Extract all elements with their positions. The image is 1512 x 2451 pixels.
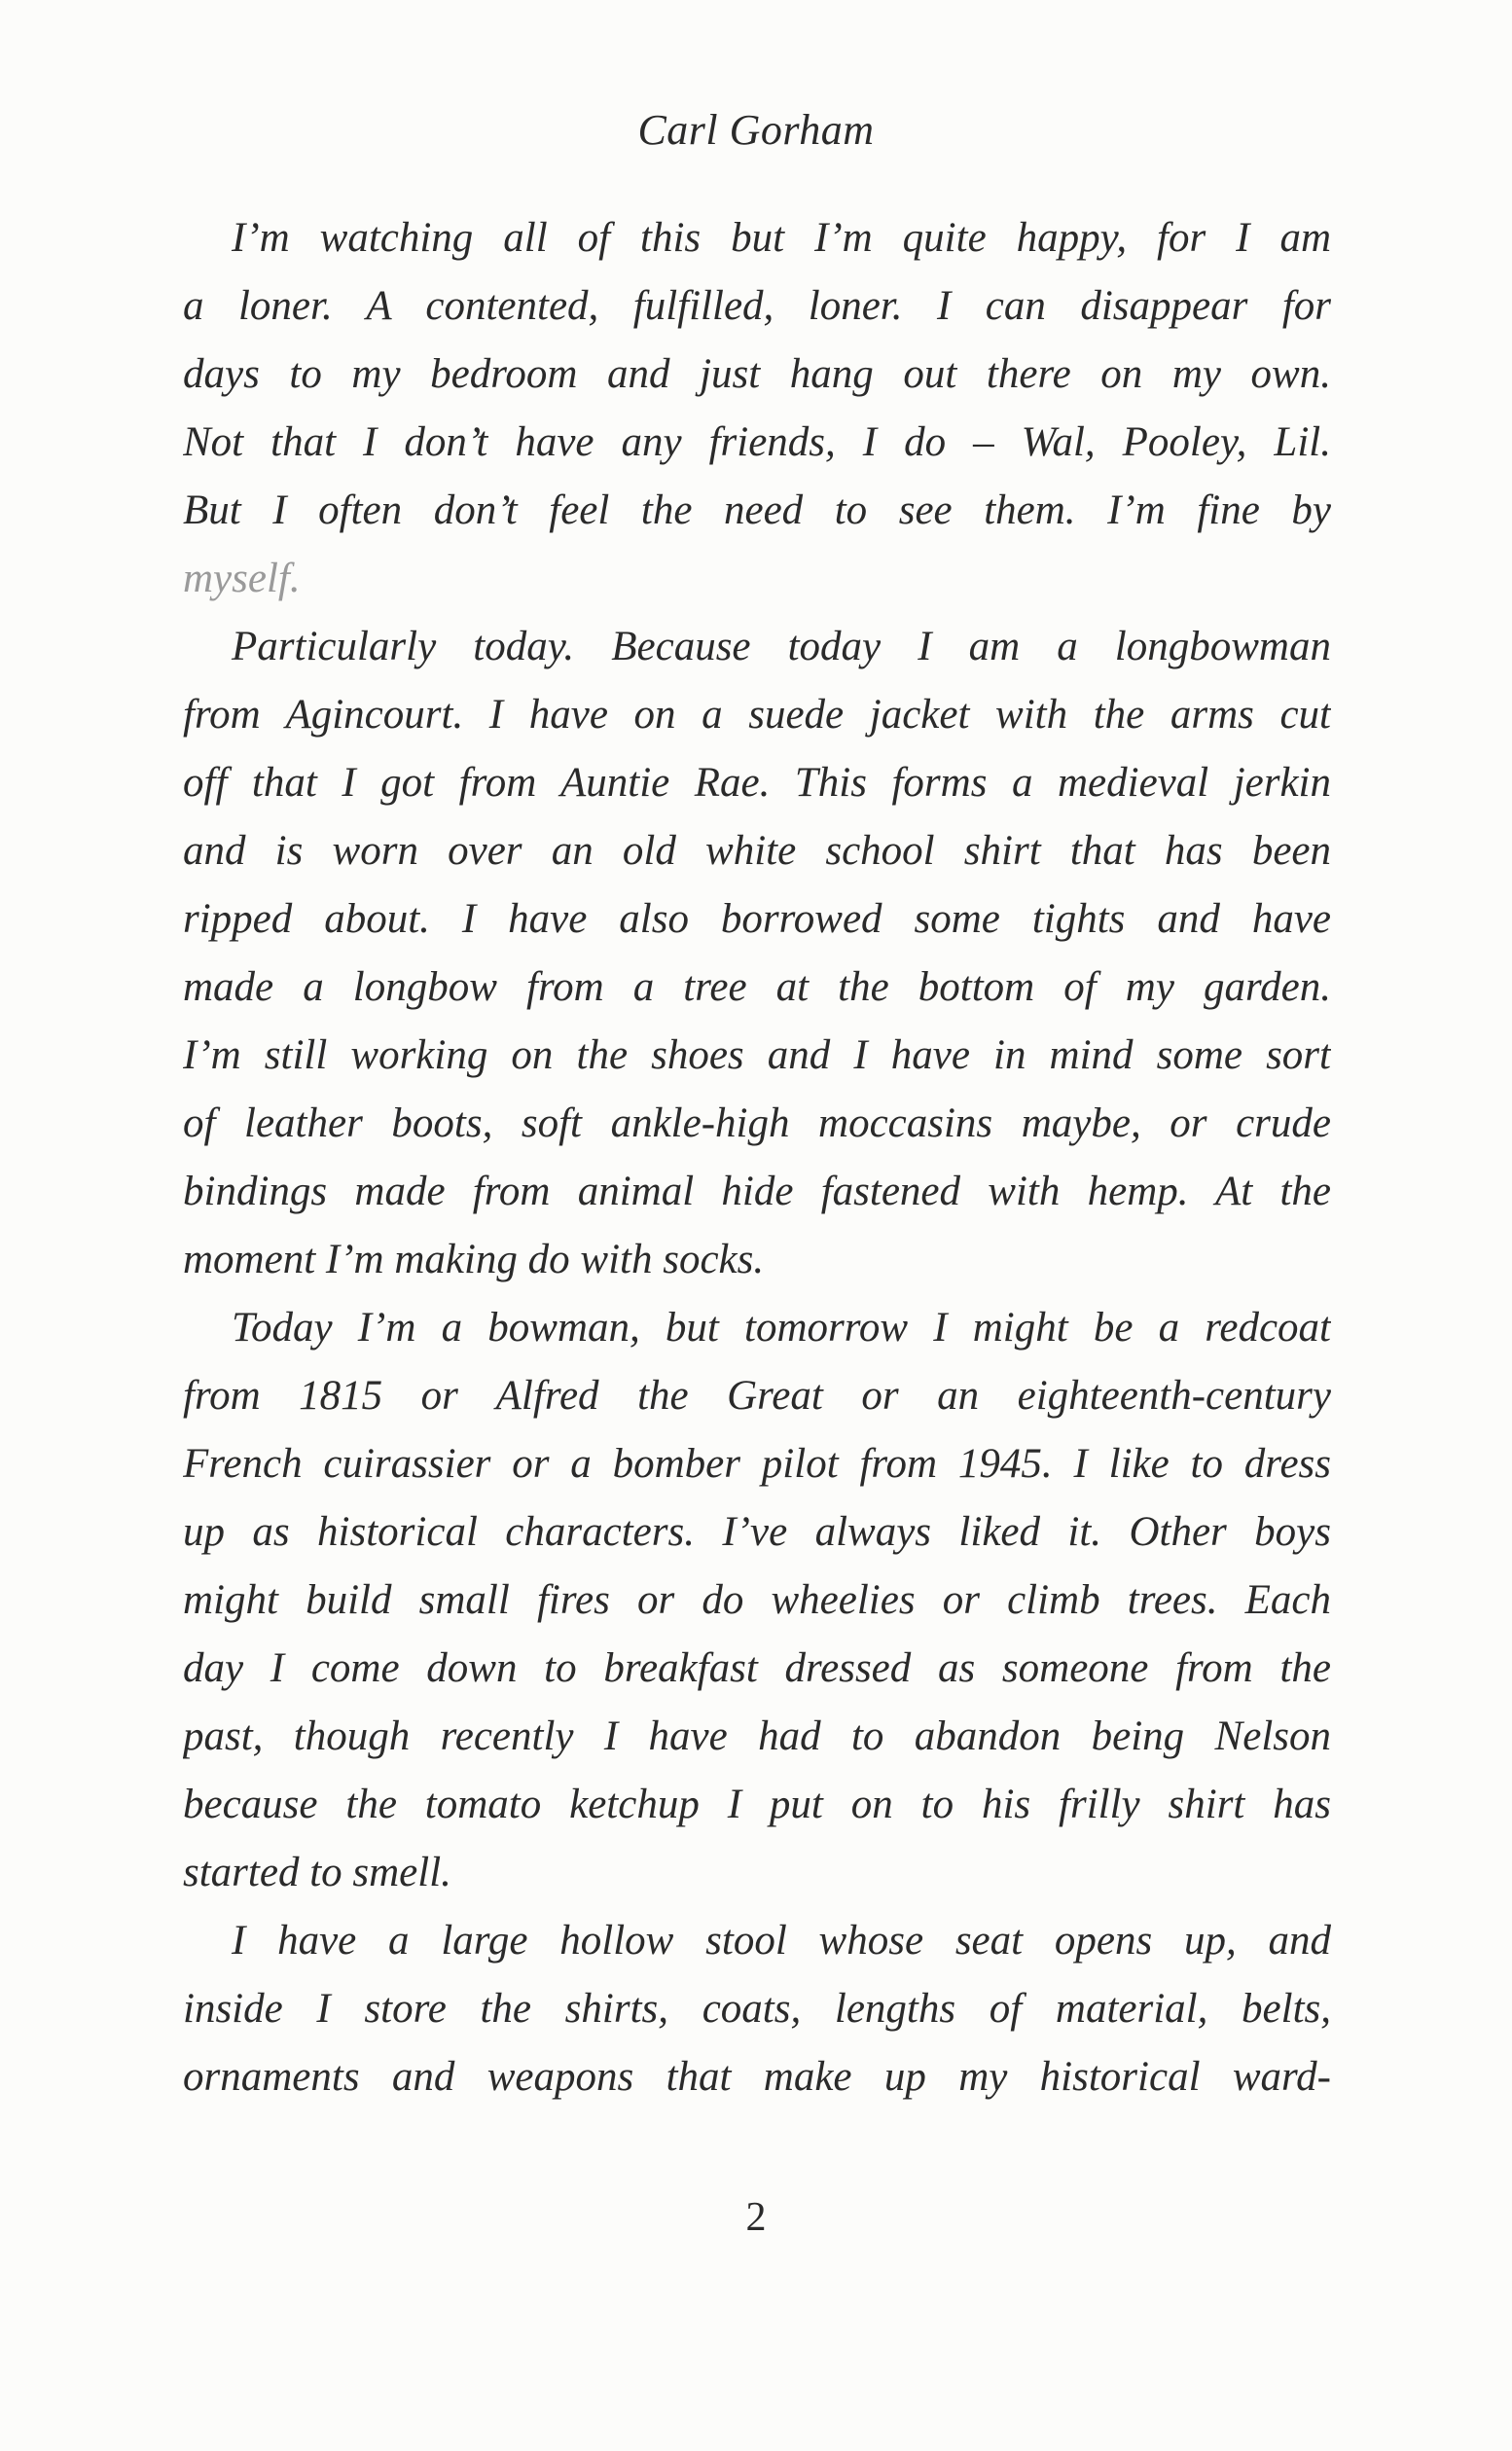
text-line: ripped about. I have also borrowed some tights and have <box>183 896 1331 942</box>
text-line: past, though recently I have had to abandon being Nelson <box>183 1713 1331 1759</box>
body-text <box>183 204 1331 2111</box>
paragraph <box>183 204 1331 613</box>
text-line: moment I’m making do with socks. <box>183 1237 765 1282</box>
running-head: Carl Gorham <box>637 106 875 154</box>
paragraph <box>183 1907 1331 2111</box>
paragraph <box>183 613 1331 1294</box>
text-line: I’m watching all of this but I’m quite happy, for I am <box>232 215 1331 261</box>
text-line: Today I’m a bowman, but tomorrow I might be a redcoat <box>232 1305 1331 1351</box>
text-line: a loner. A contented, fulfilled, loner. I can disappear for <box>183 283 1331 329</box>
text-line: French cuirassier or a bomber pilot from 1945. I like to dress <box>183 1441 1331 1487</box>
text-line: up as historical characters. I’ve always liked it. Other boys <box>183 1509 1331 1555</box>
text-line: day I come down to breakfast dressed as someone from the <box>183 1645 1331 1691</box>
text-line: from 1815 or Alfred the Great or an eighteenth-century <box>183 1373 1331 1419</box>
text-line: Particularly today. Because today I am a longbowman <box>232 624 1331 669</box>
text-line: might build small fires or do wheelies or climb trees. Each <box>183 1577 1331 1623</box>
text-line: inside I store the shirts, coats, lengths of material, belts, <box>183 1986 1331 2032</box>
text-line: and is worn over an old white school shirt that has been <box>183 828 1331 874</box>
text-line: bindings made from animal hide fastened with hemp. At the <box>183 1169 1331 1214</box>
text-line: I have a large hollow stool whose seat opens up, and <box>232 1918 1331 1964</box>
text-line: started to smell. <box>183 1850 451 1895</box>
text-line: made a longbow from a tree at the bottom of my garden. <box>183 964 1331 1010</box>
text-line: myself. <box>183 556 301 601</box>
page-number: 2 <box>745 2195 767 2240</box>
text-line: days to my bedroom and just hang out there on my own. <box>183 351 1331 397</box>
text-line: from Agincourt. I have on a suede jacket with the arms cut <box>183 692 1331 738</box>
text-line: ornaments and weapons that make up my historical ward- <box>183 2054 1331 2100</box>
text-line: off that I got from Auntie Rae. This forms a medieval jerkin <box>183 760 1331 806</box>
text-line: Not that I don’t have any friends, I do – Wal, Pooley, Lil. <box>183 419 1331 465</box>
text-line: I’m still working on the shoes and I have in mind some sort <box>183 1032 1331 1078</box>
paragraph <box>183 1294 1331 1907</box>
text-line: But I often don’t feel the need to see them. I’m fine by <box>183 487 1331 533</box>
text-line: of leather boots, soft ankle-high moccasins maybe, or crude <box>183 1100 1331 1146</box>
text-line: because the tomato ketchup I put on to his frilly shirt has <box>183 1782 1331 1827</box>
